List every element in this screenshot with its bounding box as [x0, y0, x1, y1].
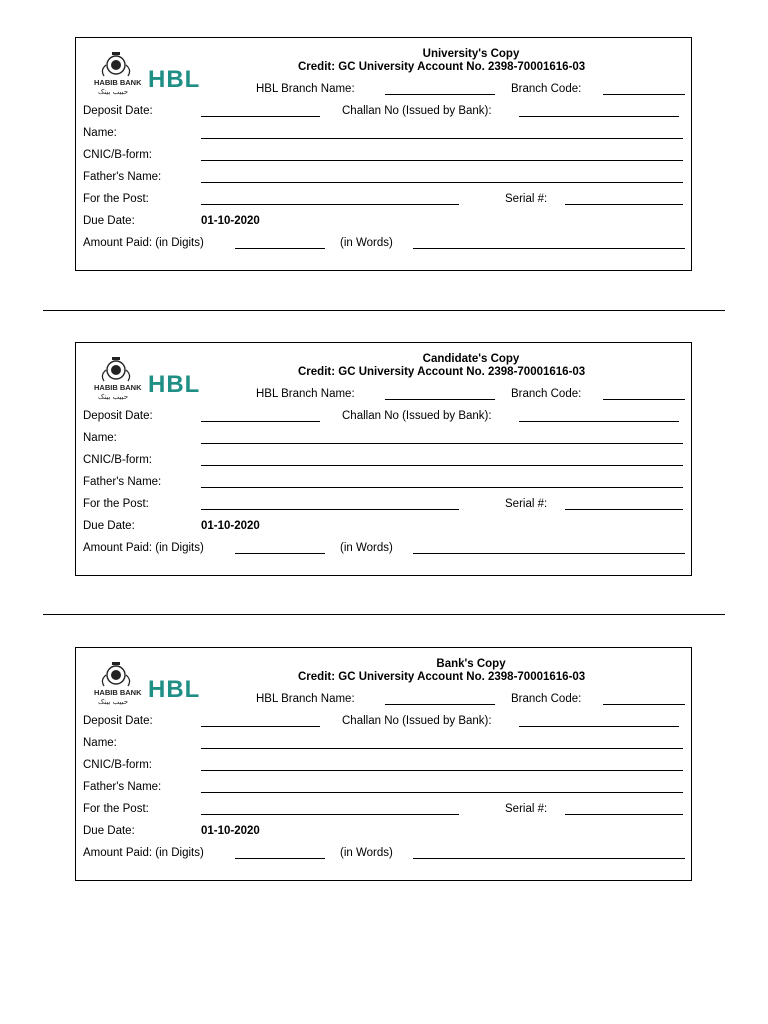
name-field[interactable] — [201, 748, 683, 749]
hbl-brand-text: HBL — [148, 371, 201, 398]
hbl-branch-name-field[interactable] — [385, 704, 495, 705]
father-name-field[interactable] — [201, 487, 683, 488]
deposit-date-label: Deposit Date: — [83, 105, 153, 117]
challan-no-field[interactable] — [519, 421, 679, 422]
serial-label: Serial #: — [505, 498, 548, 510]
copy-title: University's Copy — [422, 48, 520, 60]
amount-digits-label: Amount Paid: (in Digits) — [83, 237, 204, 249]
hbl-brand-text: HBL — [148, 66, 201, 93]
amount-words-field[interactable] — [413, 553, 685, 554]
challan-no-field[interactable] — [519, 116, 679, 117]
name-field[interactable] — [201, 443, 683, 444]
amount-words-field[interactable] — [413, 858, 685, 859]
father-name-label: Father's Name: — [83, 171, 162, 183]
in-words-label: (in Words) — [340, 847, 393, 859]
cnic-label: CNIC/B-form: — [83, 149, 152, 161]
challan-slip-3 — [75, 647, 692, 881]
deposit-date-field[interactable] — [201, 726, 320, 727]
father-name-label: Father's Name: — [83, 781, 162, 793]
urdu-name-text: حبیب بینک — [98, 88, 129, 96]
serial-field[interactable] — [565, 814, 683, 815]
copy-title: Candidate's Copy — [422, 353, 520, 365]
hbl-brand-text: HBL — [148, 676, 201, 703]
due-date-label: Due Date: — [83, 215, 135, 227]
for-the-post-label: For the Post: — [83, 193, 149, 205]
for-the-post-label: For the Post: — [83, 498, 149, 510]
challan-slip-1 — [75, 37, 692, 271]
due-date-value: 01-10-2020 — [201, 520, 260, 532]
branch-code-field[interactable] — [603, 704, 685, 705]
serial-field[interactable] — [565, 204, 683, 205]
credit-account-line: Credit: GC University Account No. 2398-70001616-03 — [298, 671, 586, 683]
serial-field[interactable] — [565, 509, 683, 510]
for-the-post-field[interactable] — [201, 814, 459, 815]
amount-digits-field[interactable] — [235, 858, 325, 859]
habib-bank-text: HABIB BANK — [94, 688, 142, 697]
amount-digits-field[interactable] — [235, 553, 325, 554]
for-the-post-field[interactable] — [201, 509, 459, 510]
hbl-branch-name-label: HBL Branch Name: — [256, 83, 355, 95]
credit-account-line: Credit: GC University Account No. 2398-70001616-03 — [298, 61, 586, 73]
copy-title: Bank's Copy — [436, 658, 506, 670]
for-the-post-field[interactable] — [201, 204, 459, 205]
branch-code-label: Branch Code: — [511, 693, 582, 705]
hbl-branch-name-label: HBL Branch Name: — [256, 388, 355, 400]
hbl-branch-name-label: HBL Branch Name: — [256, 693, 355, 705]
due-date-value: 01-10-2020 — [201, 825, 260, 837]
branch-code-label: Branch Code: — [511, 83, 582, 95]
cnic-label: CNIC/B-form: — [83, 759, 152, 771]
cnic-field[interactable] — [201, 465, 683, 466]
father-name-field[interactable] — [201, 182, 683, 183]
cnic-field[interactable] — [201, 770, 683, 771]
due-date-label: Due Date: — [83, 520, 135, 532]
in-words-label: (in Words) — [340, 542, 393, 554]
father-name-label: Father's Name: — [83, 476, 162, 488]
challan-no-field[interactable] — [519, 726, 679, 727]
cut-separator-line — [43, 310, 725, 311]
deposit-date-label: Deposit Date: — [83, 410, 153, 422]
branch-code-label: Branch Code: — [511, 388, 582, 400]
challan-no-label: Challan No (Issued by Bank): — [342, 105, 492, 117]
due-date-value: 01-10-2020 — [201, 215, 260, 227]
hbl-branch-name-field[interactable] — [385, 399, 495, 400]
branch-code-field[interactable] — [603, 94, 685, 95]
urdu-name-text: حبیب بینک — [98, 698, 129, 706]
for-the-post-label: For the Post: — [83, 803, 149, 815]
cnic-label: CNIC/B-form: — [83, 454, 152, 466]
name-field[interactable] — [201, 138, 683, 139]
cut-separator-line — [43, 614, 725, 615]
name-label: Name: — [83, 432, 117, 444]
amount-digits-label: Amount Paid: (in Digits) — [83, 542, 204, 554]
amount-digits-field[interactable] — [235, 248, 325, 249]
amount-words-field[interactable] — [413, 248, 685, 249]
habib-bank-text: HABIB BANK — [94, 383, 142, 392]
due-date-label: Due Date: — [83, 825, 135, 837]
deposit-date-field[interactable] — [201, 116, 320, 117]
credit-account-line: Credit: GC University Account No. 2398-70001616-03 — [298, 366, 586, 378]
father-name-field[interactable] — [201, 792, 683, 793]
in-words-label: (in Words) — [340, 237, 393, 249]
habib-bank-text: HABIB BANK — [94, 78, 142, 87]
challan-no-label: Challan No (Issued by Bank): — [342, 410, 492, 422]
challan-no-label: Challan No (Issued by Bank): — [342, 715, 492, 727]
challan-slip-2 — [75, 342, 692, 576]
branch-code-field[interactable] — [603, 399, 685, 400]
deposit-date-label: Deposit Date: — [83, 715, 153, 727]
amount-digits-label: Amount Paid: (in Digits) — [83, 847, 204, 859]
name-label: Name: — [83, 737, 117, 749]
deposit-date-field[interactable] — [201, 421, 320, 422]
serial-label: Serial #: — [505, 193, 548, 205]
serial-label: Serial #: — [505, 803, 548, 815]
urdu-name-text: حبیب بینک — [98, 393, 129, 401]
cnic-field[interactable] — [201, 160, 683, 161]
name-label: Name: — [83, 127, 117, 139]
hbl-branch-name-field[interactable] — [385, 94, 495, 95]
